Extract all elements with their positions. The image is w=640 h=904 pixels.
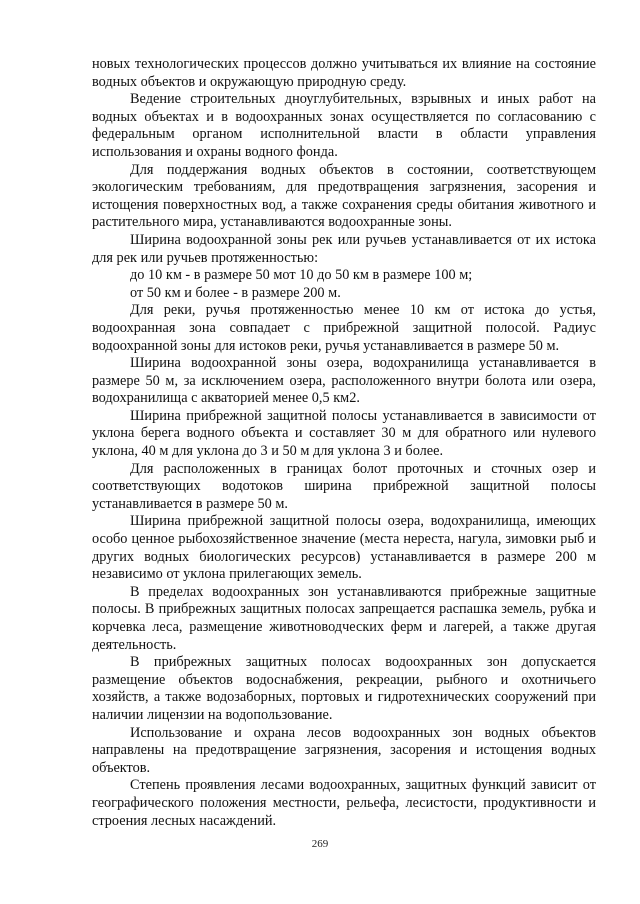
paragraph-lake-zone-width: Ширина водоохранной зоны озера, водохранилища устанавливается в размере 50 м, за исключением озера, расположенного внутри болота или озера, водохранилища с акваторией менее 0,5 км2. [92,355,596,407]
paragraph-coastal-strip-width: Ширина прибрежной защитной полосы устанавливается в зависимости от уклона берега водного объекта и составляет 30 м для обратного или нулевого уклона, 40 м для уклона до 3 и 50 м для уклона 3 и более. [92,407,596,460]
paragraph-forest-use: Использование и охрана лесов водоохранных зон водных объектов направлены на предотвращение загрязнения, засорения и истощения водных объектов. [92,724,596,776]
paragraph-continuation: новых технологических процессов должно учитываться их влияние на состояние водных объектов и окружающую природную среду. [92,56,596,90]
paragraph-construction-works: Ведение строительных дноуглубительных, взрывных и иных работ на водных объектах и в водоохранных зонах осуществляется по согласованию с федеральным органом исполнительной власти в области управления использования и охраны водного фонда. [92,91,596,160]
page-number: 269 [311,838,329,850]
paragraph-forest-functions: Степень проявления лесами водоохранных, защитных функций зависит от географического положения местности, рельефа, лесистости, продуктивности и строения лесных насаждений. [92,777,596,829]
paragraph-river-zone-width: Ширина водоохранной зоны рек или ручьев устанавливается от их истока для рек или ручьев протяженностью: [92,231,596,266]
paragraph-coastal-restrictions: В пределах водоохранных зон устанавливаются прибрежные защитные полосы. В прибрежных защитных полосах запрещается распашка земель, рубка и корчевка леса, размещение животноводческих ферм и лагерей, а также другая деятельность. [92,583,596,653]
list-item-over-50km: от 50 км и более - в размере 200 м. [130,284,341,301]
paragraph-allowed-objects: В прибрежных защитных полосах водоохранных зон допускается размещение объектов водоснабжения, рекреации, рыбного и охотничьего хозяйств, а также водозаборных, портовых и гидротехнических сооружений при наличии лицензии на водопользование. [92,654,596,723]
paragraph-short-rivers: Для реки, ручья протяженностью менее 10 км от истока до устья, водоохранная зона совпадает с прибрежной защитной полосой. Радиус водоохранной зоны для истоков реки, ручья устанавливается в размере 50 м. [92,302,596,354]
list-item-up-to-10km: до 10 км - в размере 50 мот 10 до 50 км в размере 100 м; [130,267,473,284]
paragraph-swamp-lakes: Для расположенных в границах болот проточных и сточных озер и соответствующих водотоков ширина прибрежной защитной полосы устанавливается в размере 50 м. [92,460,596,512]
paragraph-fishery-lakes: Ширина прибрежной защитной полосы озера, водохранилища, имеющих особо ценное рыбохозяйственное значение (места нереста, нагула, зимовки рыб и других водных биологических ресурсов) устанавливается в размере 200 м независимо от уклона прилегающих земель. [92,513,596,583]
page-body [92,56,596,830]
paragraph-water-protection-zones: Для поддержания водных объектов в состоянии, соответствующем экологическим требованиям, для предотвращения загрязнения, засорения и истощения поверхностных вод, а также сохранения среды обитания животного и растительного мира, устанавливаются водоохранные зоны. [92,161,596,231]
